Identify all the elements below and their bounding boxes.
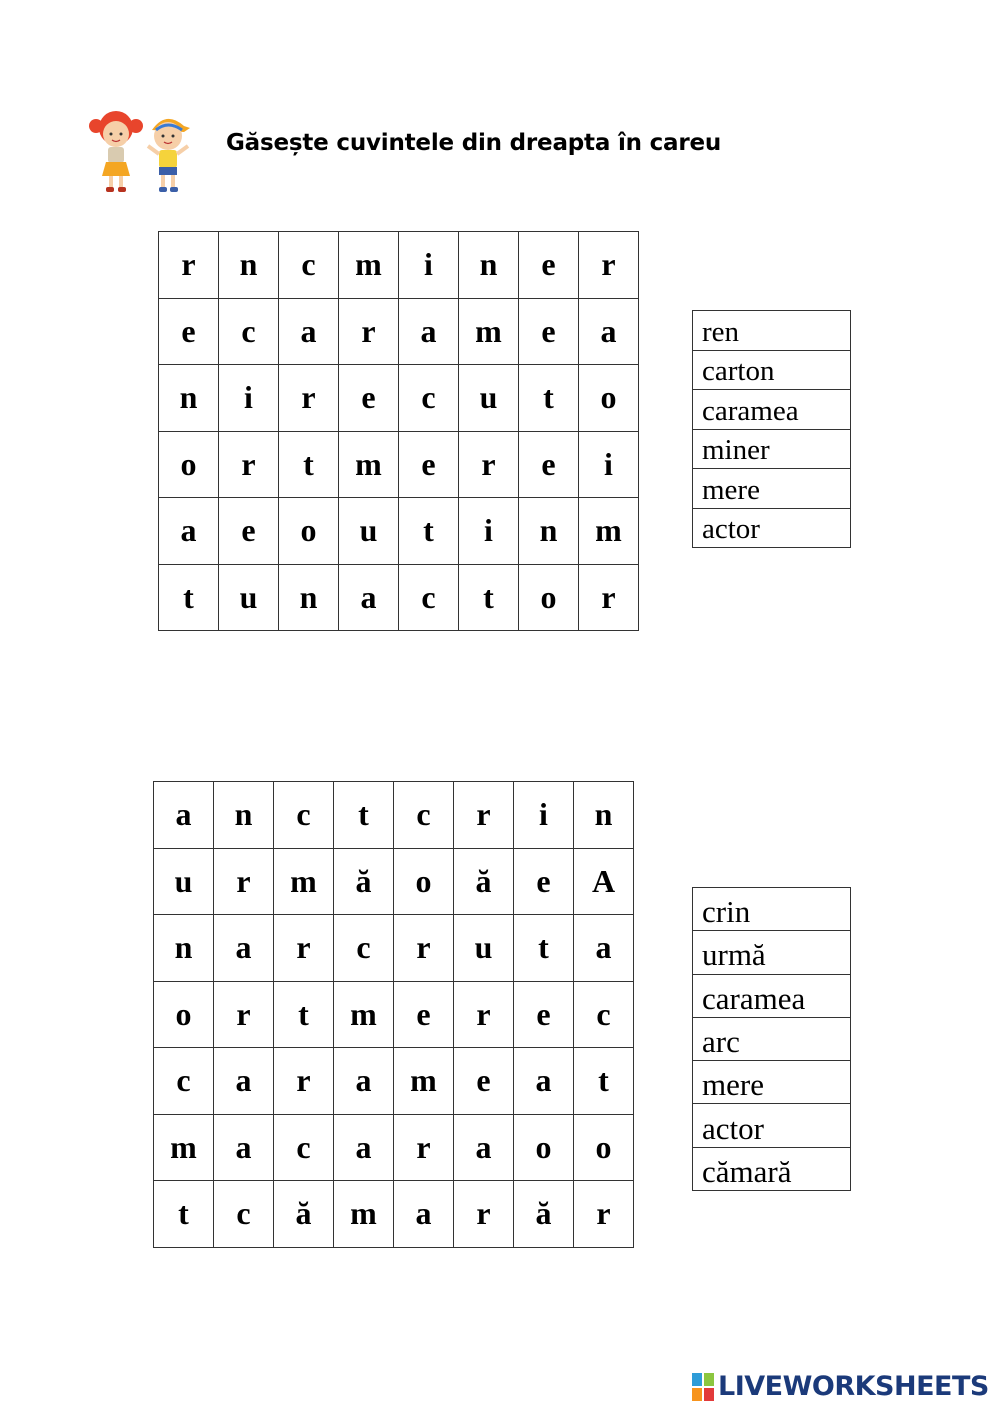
grid-cell[interactable]: a <box>574 915 634 982</box>
word-item: actor <box>693 1104 851 1147</box>
grid-cell[interactable]: ă <box>514 1181 574 1248</box>
grid-cell[interactable]: a <box>334 1048 394 1115</box>
logo-block <box>704 1373 714 1386</box>
grid-cell[interactable]: o <box>519 564 579 631</box>
grid-cell[interactable]: i <box>514 782 574 849</box>
grid-cell[interactable]: c <box>219 298 279 365</box>
grid-cell[interactable]: o <box>154 981 214 1048</box>
grid-row <box>154 1114 634 1181</box>
grid-cell[interactable]: u <box>154 848 214 915</box>
grid-row <box>154 1048 634 1115</box>
word-row <box>693 1017 851 1060</box>
boy-figure <box>148 119 190 192</box>
grid-cell[interactable]: t <box>154 1181 214 1248</box>
grid-cell[interactable]: A <box>574 848 634 915</box>
grid-cell[interactable]: n <box>519 498 579 565</box>
grid-cell[interactable]: t <box>574 1048 634 1115</box>
grid-cell[interactable]: n <box>574 782 634 849</box>
grid-cell[interactable]: t <box>334 782 394 849</box>
grid-cell[interactable]: i <box>219 365 279 432</box>
grid-cell[interactable]: n <box>159 365 219 432</box>
grid-cell[interactable]: n <box>459 232 519 299</box>
grid-cell[interactable]: t <box>279 431 339 498</box>
logo-block <box>692 1373 702 1386</box>
grid-cell[interactable]: r <box>574 1181 634 1248</box>
grid-cell[interactable]: a <box>154 782 214 849</box>
word-item: crin <box>693 888 851 931</box>
grid-cell[interactable]: r <box>394 1114 454 1181</box>
grid-cell[interactable]: o <box>574 1114 634 1181</box>
grid-cell[interactable]: o <box>579 365 639 432</box>
grid-cell[interactable]: r <box>274 1048 334 1115</box>
grid-cell[interactable]: o <box>514 1114 574 1181</box>
word-row <box>693 974 851 1017</box>
grid-cell[interactable]: e <box>454 1048 514 1115</box>
grid-cell[interactable]: i <box>399 232 459 299</box>
grid-cell[interactable]: e <box>399 431 459 498</box>
grid-cell[interactable]: e <box>514 848 574 915</box>
grid-cell[interactable]: r <box>454 981 514 1048</box>
word-row <box>693 931 851 974</box>
grid-cell[interactable]: u <box>454 915 514 982</box>
grid-row <box>154 981 634 1048</box>
grid-cell[interactable]: t <box>514 915 574 982</box>
grid-cell[interactable]: a <box>159 498 219 565</box>
liveworksheets-logo-icon <box>692 1373 714 1401</box>
word-list-1 <box>692 310 851 548</box>
grid-row <box>159 232 639 299</box>
grid-cell[interactable]: a <box>394 1181 454 1248</box>
grid-row <box>154 782 634 849</box>
grid-cell[interactable]: m <box>579 498 639 565</box>
grid-cell[interactable]: r <box>214 848 274 915</box>
grid-cell[interactable]: c <box>154 1048 214 1115</box>
grid-cell[interactable]: i <box>459 498 519 565</box>
grid-cell[interactable]: m <box>334 1181 394 1248</box>
brand-text: LIVEWORKSHEETS <box>718 1371 989 1402</box>
word-row <box>693 350 851 390</box>
grid-cell[interactable]: r <box>459 431 519 498</box>
grid-cell[interactable]: a <box>454 1114 514 1181</box>
grid-cell[interactable]: c <box>274 1114 334 1181</box>
word-item: caramea <box>693 390 851 430</box>
grid-cell[interactable]: r <box>339 298 399 365</box>
word-item: cămară <box>693 1147 851 1190</box>
grid-cell[interactable]: a <box>334 1114 394 1181</box>
word-item: carton <box>693 350 851 390</box>
grid-cell[interactable]: m <box>339 431 399 498</box>
grid-cell[interactable]: r <box>219 431 279 498</box>
grid-cell[interactable]: e <box>394 981 454 1048</box>
grid-cell[interactable]: e <box>519 431 579 498</box>
logo-block <box>692 1388 702 1401</box>
word-item: miner <box>693 429 851 469</box>
grid-cell[interactable]: a <box>514 1048 574 1115</box>
grid-cell[interactable]: c <box>274 782 334 849</box>
grid-cell[interactable]: r <box>579 564 639 631</box>
grid-row <box>159 365 639 432</box>
word-row <box>693 1104 851 1147</box>
grid-cell[interactable]: o <box>159 431 219 498</box>
word-row <box>693 508 851 548</box>
grid-cell[interactable]: e <box>514 981 574 1048</box>
worksheet-title: Găsește cuvintele din dreapta în careu <box>226 130 722 156</box>
grid-cell[interactable]: ă <box>274 1181 334 1248</box>
word-list-2 <box>692 887 851 1191</box>
grid-cell[interactable]: m <box>339 232 399 299</box>
grid-cell[interactable]: c <box>279 232 339 299</box>
grid-row <box>159 498 639 565</box>
grid-row <box>154 1181 634 1248</box>
word-item: actor <box>693 508 851 548</box>
grid-cell[interactable]: r <box>394 915 454 982</box>
grid-cell[interactable]: c <box>214 1181 274 1248</box>
grid-cell[interactable]: m <box>394 1048 454 1115</box>
grid-cell[interactable]: i <box>579 431 639 498</box>
grid-cell[interactable]: a <box>214 1048 274 1115</box>
word-item: arc <box>693 1017 851 1060</box>
grid-cell[interactable]: r <box>279 365 339 432</box>
word-item: urmă <box>693 931 851 974</box>
word-row <box>693 390 851 430</box>
word-row <box>693 311 851 351</box>
grid-cell[interactable]: n <box>279 564 339 631</box>
word-search-grid-1 <box>158 231 639 631</box>
word-row <box>693 1147 851 1190</box>
grid-cell[interactable]: e <box>339 365 399 432</box>
word-item: mere <box>693 469 851 509</box>
grid-cell[interactable]: a <box>339 564 399 631</box>
grid-cell[interactable]: c <box>399 365 459 432</box>
grid-cell[interactable]: ă <box>334 848 394 915</box>
grid-cell[interactable]: c <box>399 564 459 631</box>
word-item: ren <box>693 311 851 351</box>
word-row <box>693 1061 851 1104</box>
grid-cell[interactable]: o <box>394 848 454 915</box>
grid-cell[interactable]: m <box>334 981 394 1048</box>
grid-cell[interactable]: a <box>399 298 459 365</box>
word-row <box>693 888 851 931</box>
word-row <box>693 429 851 469</box>
grid-cell[interactable]: t <box>399 498 459 565</box>
grid-cell[interactable]: a <box>214 1114 274 1181</box>
grid-cell[interactable]: e <box>519 298 579 365</box>
grid-cell[interactable]: o <box>279 498 339 565</box>
grid-cell[interactable]: a <box>279 298 339 365</box>
grid-cell[interactable]: u <box>459 365 519 432</box>
grid-row <box>159 564 639 631</box>
word-item: caramea <box>693 974 851 1017</box>
grid-cell[interactable]: c <box>334 915 394 982</box>
grid-cell[interactable]: e <box>519 232 579 299</box>
grid-cell[interactable]: u <box>219 564 279 631</box>
grid-cell[interactable]: a <box>214 915 274 982</box>
grid-cell[interactable]: r <box>579 232 639 299</box>
grid-cell[interactable]: r <box>454 782 514 849</box>
grid-cell[interactable]: ă <box>454 848 514 915</box>
word-item: mere <box>693 1061 851 1104</box>
grid-cell[interactable]: m <box>459 298 519 365</box>
grid-row <box>159 431 639 498</box>
liveworksheets-brand[interactable] <box>692 1371 989 1402</box>
grid-cell[interactable]: e <box>219 498 279 565</box>
grid-cell[interactable]: t <box>159 564 219 631</box>
grid-cell[interactable]: e <box>159 298 219 365</box>
grid-cell[interactable]: u <box>339 498 399 565</box>
grid-cell[interactable]: t <box>519 365 579 432</box>
grid-cell[interactable]: t <box>274 981 334 1048</box>
grid-row <box>159 298 639 365</box>
grid-cell[interactable]: n <box>219 232 279 299</box>
grid-row <box>154 848 634 915</box>
grid-cell[interactable]: c <box>394 782 454 849</box>
grid-cell[interactable]: c <box>574 981 634 1048</box>
grid-cell[interactable]: r <box>274 915 334 982</box>
word-search-grid-2 <box>153 781 634 1248</box>
grid-cell[interactable]: a <box>579 298 639 365</box>
grid-cell[interactable]: n <box>154 915 214 982</box>
grid-cell[interactable]: m <box>274 848 334 915</box>
logo-block <box>704 1388 714 1401</box>
grid-cell[interactable]: n <box>214 782 274 849</box>
children-illustration <box>86 104 198 196</box>
grid-cell[interactable]: r <box>214 981 274 1048</box>
word-row <box>693 469 851 509</box>
grid-cell[interactable]: r <box>159 232 219 299</box>
grid-cell[interactable]: r <box>454 1181 514 1248</box>
girl-figure <box>89 111 143 192</box>
grid-cell[interactable]: m <box>154 1114 214 1181</box>
grid-cell[interactable]: t <box>459 564 519 631</box>
grid-row <box>154 915 634 982</box>
